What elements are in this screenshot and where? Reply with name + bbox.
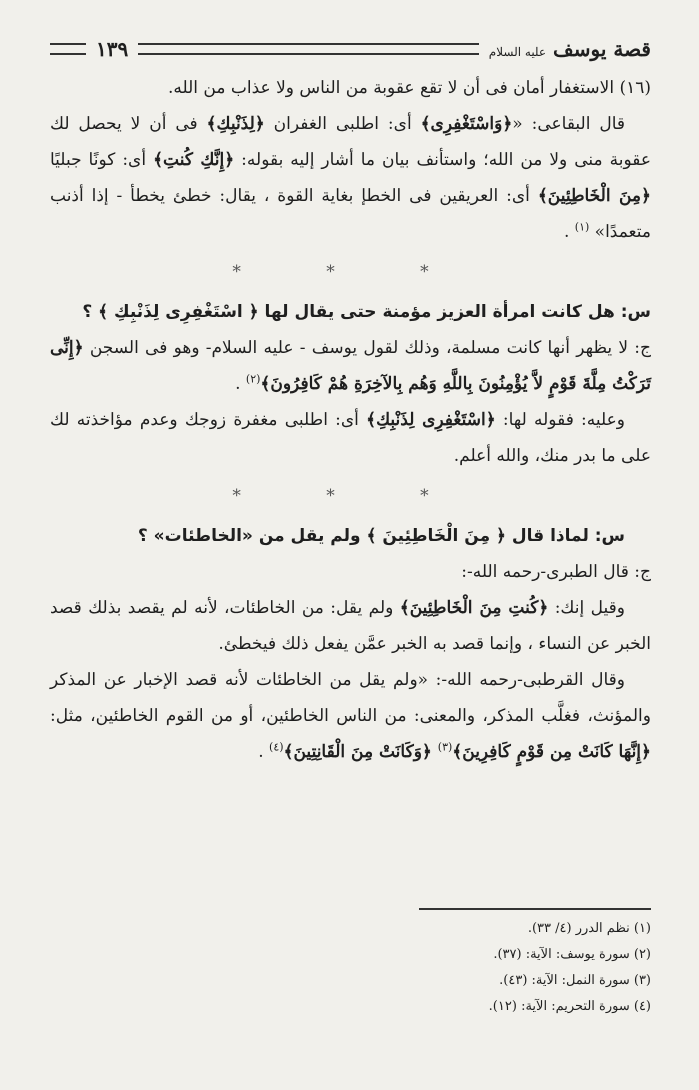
question-heading-2: س: لماذا قال ﴿ مِنَ الْخَاطِئِينَ ﴾ ولم يقل من «الخاطئات» ؟ xyxy=(137,526,625,546)
question-heading-1: س: هل كانت امرأة العزيز مؤمنة حتى يقال لها ﴿ اسْتَغْفِرِى لِذَنْبِكِ ﴾ ؟ xyxy=(82,302,651,322)
quran-verse: ﴿وَاسْتَغْفِرِى﴾ xyxy=(420,114,513,134)
section-divider-stars: * * * xyxy=(232,262,469,282)
page-header xyxy=(50,36,651,62)
answer-paragraph-5 xyxy=(50,662,651,770)
text-span: ولم يقل: من الخاطئات، لأنه لم يقصد بذلك قصد الخبر عن النساء ، وإنما قصد به الخبر عمَّن يفعل ذلك فيخطئ. xyxy=(50,598,651,654)
header-rule-long xyxy=(138,43,479,55)
footnote: (٢) سورة يوسف: الآية: (٣٧). xyxy=(493,947,651,962)
footnote-ref: (١) xyxy=(574,220,590,234)
page-number: ١٣٩ xyxy=(96,37,129,61)
text-span: . xyxy=(235,374,246,394)
text-span: أى: اطلبى الغفران xyxy=(264,114,421,134)
quran-verse: ﴿وَكَانَتْ مِنَ الْقَانِتِينَ﴾ xyxy=(283,742,438,762)
text-span: أى: كونًا جبليًا xyxy=(50,150,154,170)
footnote-ref: (٣) xyxy=(437,740,453,754)
footnote-ref: (٢) xyxy=(245,372,261,386)
footnotes xyxy=(251,916,651,1020)
footnote: (٣) سورة النمل: الآية: (٤٣). xyxy=(499,973,651,988)
quran-verse: ﴿إِنِّى تَرَكْتُ مِلَّةَ قَوْمٍ لاَّ يُؤْمِنُونَ بِاللَّهِ وَهُم بِالآخِرَةِ هُمْ كَافِرُونَ﴾ xyxy=(50,338,651,394)
text-span: أى: العريقين فى الخطإ بغاية القوة ، يقال: خطئ يخطأ - إذا أذنب متعمدًا» xyxy=(50,186,651,242)
quran-verse: ﴿كُنتِ مِنَ الْخَاطِئِينَ﴾ xyxy=(399,598,549,618)
quran-verse: ﴿اسْتَغْفِرِى لِذَنْبِكِ﴾ xyxy=(366,410,496,430)
answer-paragraph-1 xyxy=(50,330,651,402)
footnote-separator xyxy=(419,908,651,910)
page-body xyxy=(50,70,651,770)
text-span: ج: لا يظهر أنها كانت مسلمة، وذلك لقول يوسف - عليه السلام- وهو فى السجن xyxy=(83,338,651,358)
paragraph-baqai xyxy=(50,106,651,250)
text-span: . xyxy=(258,742,270,762)
section-divider-stars: * * * xyxy=(232,486,469,506)
answer-paragraph-2 xyxy=(50,402,651,474)
text-span: وقال القرطبى-رحمه الله-: «ولم يقل من الخاطئات لأنه قصد الإخبار عن المذكر والمؤنث، فغلَّب المذكر، والمعنى: من الناس الخاطئين، أو من القوم الخاطئين، مثل: xyxy=(50,670,651,726)
quran-verse: ﴿مِنَ الْخَاطِئِينَ﴾ xyxy=(537,186,651,206)
book-title xyxy=(489,37,651,61)
text-span: . xyxy=(563,222,575,242)
header-rule-short xyxy=(50,43,86,55)
footnote-ref: (٤) xyxy=(269,740,284,754)
text-span: قال البقاعى: « xyxy=(512,114,626,134)
salam-mark: عليه السلام xyxy=(488,45,547,59)
quran-verse: ﴿إِنَّهَا كَانَتْ مِن قَوْمٍ كَافِرِينَ﴾ xyxy=(452,742,651,762)
quran-verse: ﴿إِنَّكِ كُنتِ﴾ xyxy=(153,150,235,170)
answer-paragraph-4 xyxy=(50,590,651,662)
text-span: وقيل إنك: xyxy=(548,598,625,618)
text-span: فى أن لا يحصل لك عقوبة منى ولا من الله؛ واستأنف بيان ما أشار إليه بقوله: xyxy=(50,114,651,170)
quran-verse: ﴿لِذَنْبِكِ﴾ xyxy=(206,114,265,134)
book-title-text: قصة يوسف xyxy=(553,37,651,61)
footnote: (٤) سورة التحريم: الآية: (١٢). xyxy=(488,999,651,1014)
footnote: (١) نظم الدرر (٤/ ٣٣). xyxy=(527,921,651,936)
text-span: أى: اطلبى مغفرة زوجك وعدم مؤاخذته لك على ما بدر منك، والله أعلم. xyxy=(50,410,651,466)
answer-paragraph-3: ج: قال الطبرى-رحمه الله-: xyxy=(461,562,651,582)
text-span: وعليه: فقوله لها: xyxy=(495,410,625,430)
paragraph-16: (١٦) الاستغفار أمان فى أن لا تقع عقوبة من الناس ولا عذاب من الله. xyxy=(167,78,651,98)
